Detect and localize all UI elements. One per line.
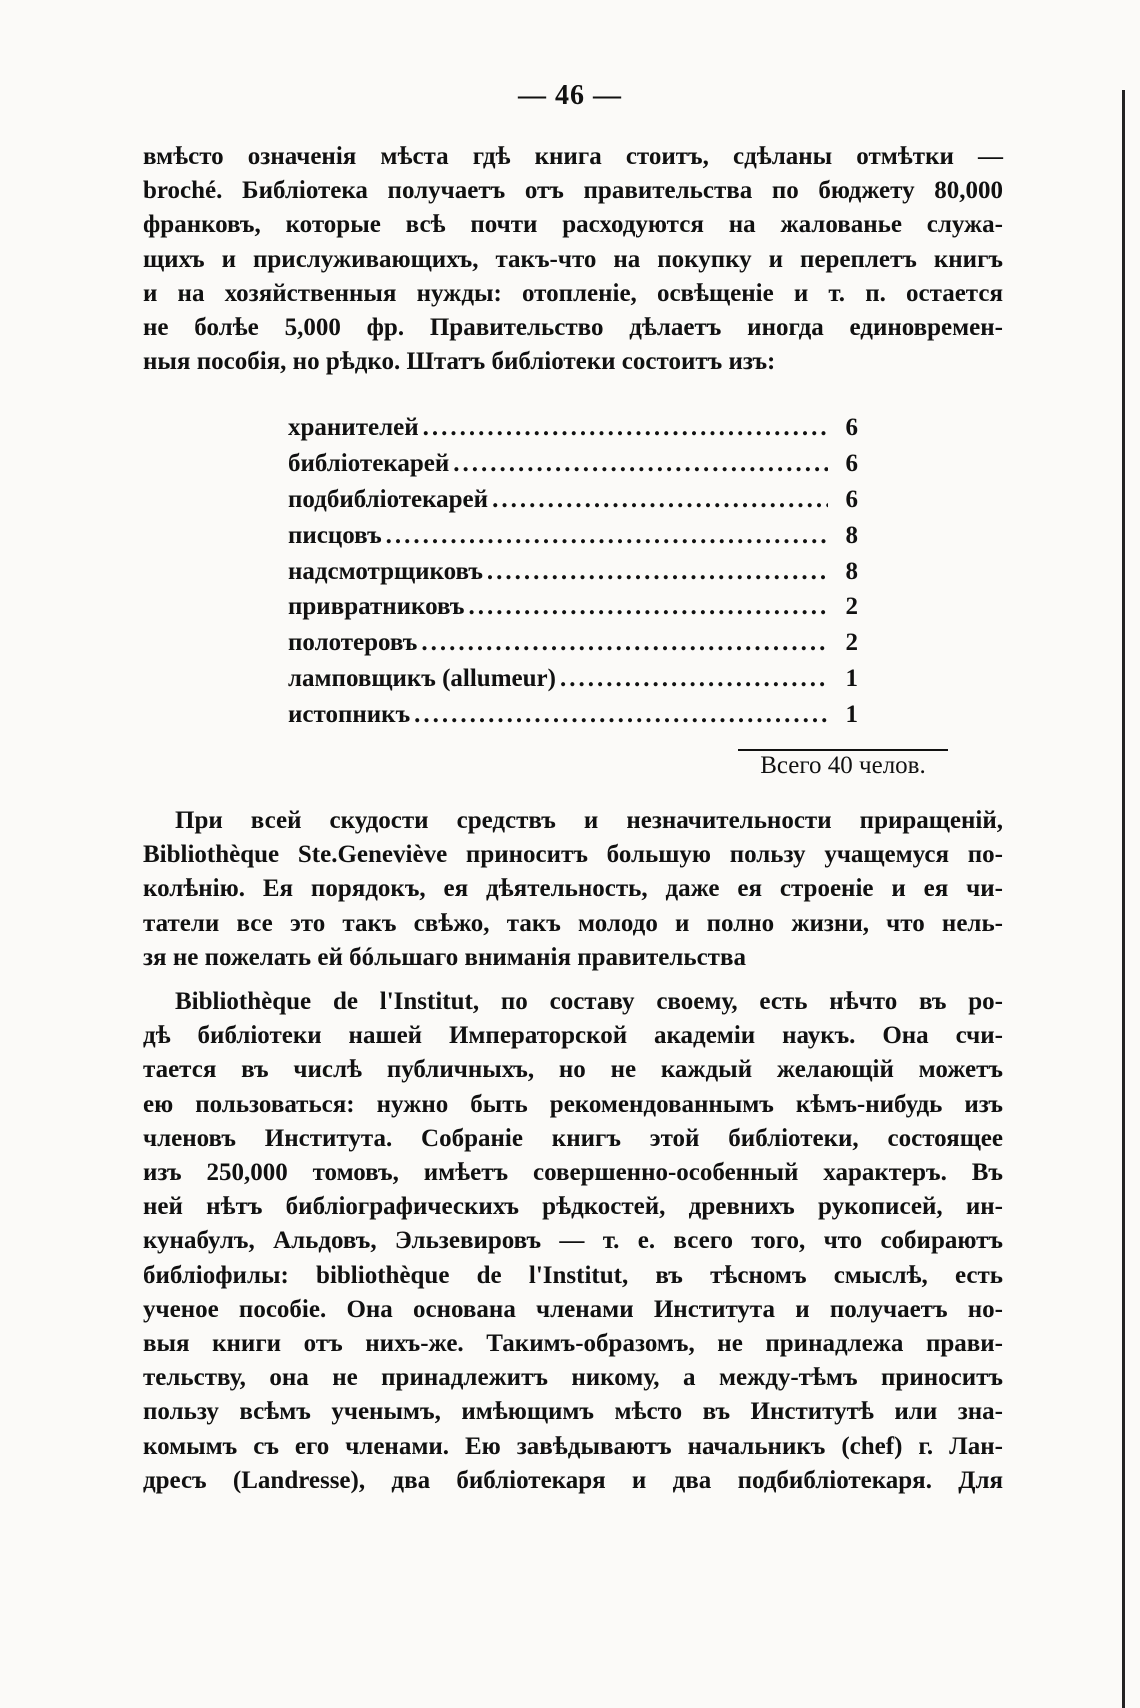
text-line: ею пользоваться: нужно быть рекомендованнымъ кѣмъ-нибудь изъ <box>143 1090 1003 1118</box>
text-line: Bibliothèque de l'Institut, по составу своему, есть нѣчто въ ро- <box>175 988 1003 1015</box>
staff-label: истопникъ <box>288 701 411 729</box>
staff-row <box>288 629 858 665</box>
dot-leader <box>421 629 828 657</box>
staff-row <box>288 701 858 737</box>
text-line: выя книги отъ нихъ-же. Такимъ-образомъ, не принадлежа прави- <box>143 1330 1003 1358</box>
staff-row <box>288 522 858 558</box>
staff-label: библіотекарей <box>288 449 450 477</box>
dot-leader <box>468 593 828 621</box>
paragraph-2 <box>143 804 1003 975</box>
dot-leader <box>453 450 828 478</box>
text-line: библіофилы: bibliothèque de l'Institut, въ тѣсномъ смыслѣ, есть <box>143 1261 1003 1289</box>
staff-count: 8 <box>845 521 858 549</box>
text-line: не болѣе 5,000 фр. Правительство дѣлаетъ иногда единовремен- <box>143 314 1003 342</box>
page-number: — 46 — <box>518 80 622 111</box>
text-line: франковъ, которые всѣ почти расходуются на жалованье служа- <box>143 211 1003 239</box>
text-line: дѣ библіотеки нашей Императорской академіи наукъ. Она счи- <box>143 1022 1003 1050</box>
staff-row <box>288 665 858 701</box>
text-line: вмѣсто означенія мѣста гдѣ книга стоитъ, сдѣланы отмѣтки — <box>143 143 1003 170</box>
text-line: кунабулъ, Альдовъ, Эльзевировъ — т. е. всего того, что собираютъ <box>143 1227 1003 1255</box>
staff-label: полотеровъ <box>288 629 418 657</box>
staff-count: 6 <box>845 449 858 477</box>
staff-count: 8 <box>845 557 858 585</box>
staff-total: Всего 40 челов. <box>760 752 926 779</box>
staff-count: 2 <box>845 593 858 621</box>
staff-count: 6 <box>845 414 858 441</box>
text-line: При всей скудости средствъ и незначительности приращеній, <box>175 807 1003 834</box>
staff-row <box>288 593 858 629</box>
text-line: broché. Библіотека получаетъ отъ правительства по бюджету 80,000 <box>143 177 1003 205</box>
paragraph-3 <box>143 985 1003 1498</box>
text-line: татели все это такъ свѣжо, такъ молодо и полно жизни, что нель- <box>143 909 1003 937</box>
dot-leader <box>423 414 828 442</box>
staff-label: писцовъ <box>288 521 382 549</box>
text-line: колѣнію. Ея порядокъ, ея дѣятельность, даже ея строеніе и ея чи- <box>143 875 1003 903</box>
text-line: дресъ (Landresse), два библіотекаря и два подбибліотекаря. Для <box>143 1466 1003 1494</box>
page-edge-line <box>1122 90 1125 1708</box>
dot-leader <box>414 701 828 729</box>
staff-count: 2 <box>845 629 858 657</box>
text-line: комымъ съ его членами. Ею завѣдываютъ начальникъ (chef) г. Лан- <box>143 1432 1003 1460</box>
dot-leader <box>492 486 828 514</box>
staff-label: привратниковъ <box>288 593 465 621</box>
text-line: и на хозяйственныя нужды: отопленіе, освѣщеніе и т. п. остается <box>143 279 1003 307</box>
staff-row <box>288 450 858 486</box>
text-line: тается въ числѣ публичныхъ, но не каждый желающій можетъ <box>143 1056 1003 1084</box>
staff-label: ламповщикъ (allumeur) <box>288 665 556 693</box>
text-line: пользу всѣмъ ученымъ, имѣющимъ мѣсто въ Институтѣ или зна- <box>143 1398 1003 1426</box>
text-line: Bibliothèque Ste.Geneviève приноситъ большую пользу учащемуся по- <box>143 841 1003 869</box>
paragraph-1 <box>143 140 1003 379</box>
dot-leader <box>487 558 828 586</box>
text-line: ней нѣтъ библіографическихъ рѣдкостей, древнихъ рукописей, ин- <box>143 1193 1003 1221</box>
dot-leader <box>386 522 828 550</box>
text-line: изъ 250,000 томовъ, имѣетъ совершенно-особенный характеръ. Въ <box>143 1159 1003 1187</box>
staff-count: 1 <box>845 701 858 729</box>
text-line: зя не пожелать ей бóльшаго вниманія правительства <box>143 943 746 971</box>
staff-row <box>288 414 858 450</box>
staff-label: надсмотрщиковъ <box>288 557 483 585</box>
text-line: членовъ Института. Собраніе книгъ этой библіотеки, состоящее <box>143 1124 1003 1152</box>
text-line: тельству, она не принадлежитъ никому, а между-тѣмъ приноситъ <box>143 1364 1003 1392</box>
text-line: ныя пособія, но рѣдко. Штатъ библіотеки состоитъ изъ: <box>143 348 776 376</box>
staff-count: 1 <box>845 665 858 693</box>
staff-count: 6 <box>845 485 858 513</box>
text-line: ученое пособіе. Она основана членами Института и получаетъ но- <box>143 1295 1003 1323</box>
dot-leader <box>560 665 828 693</box>
staff-row <box>288 558 858 594</box>
staff-row <box>288 486 858 522</box>
staff-label: подбибліотекарей <box>288 485 489 513</box>
total-rule <box>738 749 948 751</box>
text-line: щихъ и прислуживающихъ, такъ-что на покупку и переплетъ книгъ <box>143 245 1003 273</box>
staff-label: хранителей <box>288 414 419 441</box>
staff-list <box>288 414 858 737</box>
